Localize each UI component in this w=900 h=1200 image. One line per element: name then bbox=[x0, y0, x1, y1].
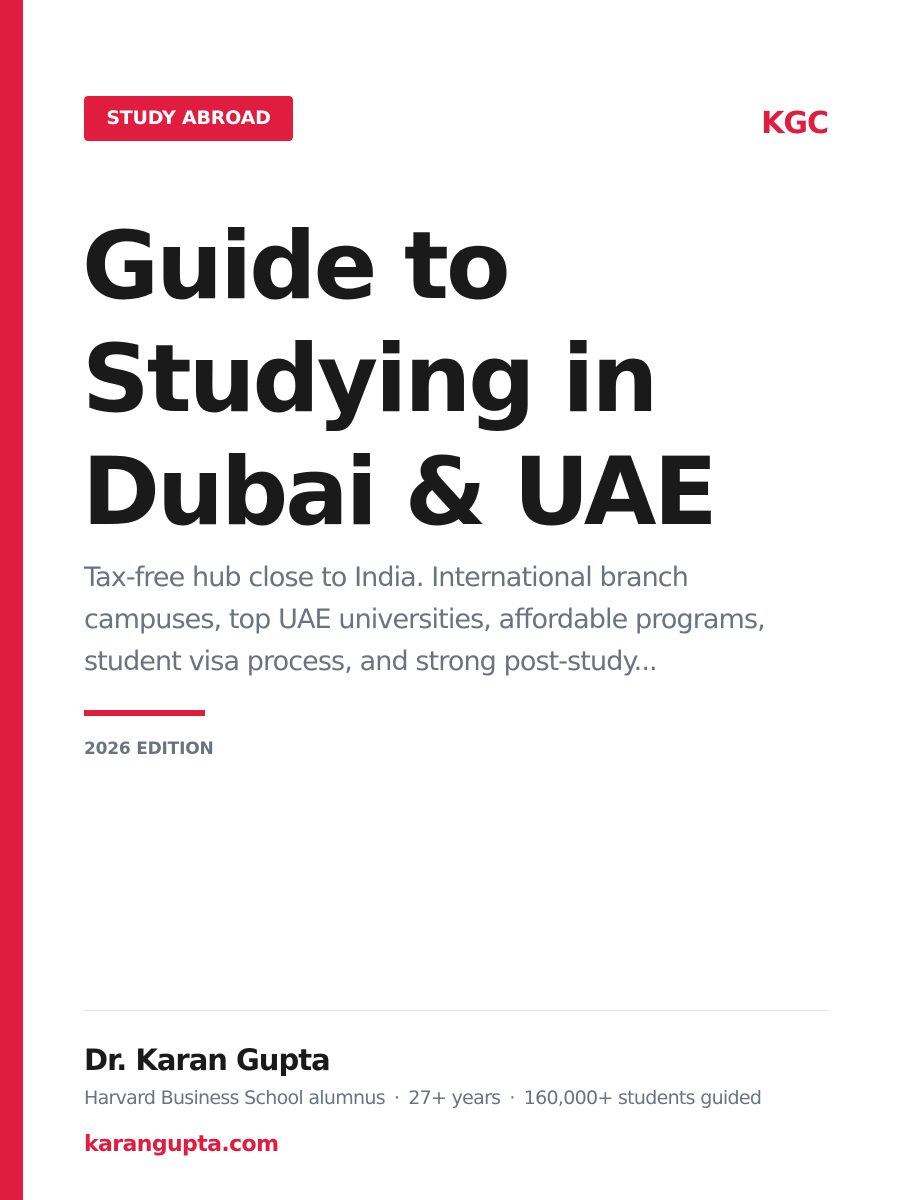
separator-dot: · bbox=[509, 1087, 515, 1109]
credential-item: 27+ years bbox=[408, 1087, 501, 1109]
title-line: Guide to bbox=[82, 212, 508, 321]
separator-dot: · bbox=[393, 1087, 400, 1109]
title-line: Studying in bbox=[82, 325, 656, 434]
author-credentials bbox=[84, 1084, 844, 1112]
subtitle-line: student visa process, and strong post-study... bbox=[84, 646, 657, 677]
subtitle bbox=[84, 557, 844, 683]
website-link[interactable]: karangupta.com bbox=[84, 1132, 279, 1157]
category-badge: STUDY ABROAD bbox=[84, 96, 293, 141]
subtitle-line: Tax-free hub close to India. International branch bbox=[84, 562, 688, 593]
title-line: Dubai & UAE bbox=[82, 438, 715, 547]
credential-item: Harvard Business School alumnus bbox=[84, 1087, 385, 1109]
author-name: Dr. Karan Gupta bbox=[84, 1043, 330, 1077]
edition-label: 2026 EDITION bbox=[84, 739, 214, 759]
side-accent-bar bbox=[0, 0, 23, 1200]
accent-rule bbox=[84, 710, 205, 716]
credential-item: 160,000+ students guided bbox=[523, 1087, 762, 1109]
brand-logo: KGC bbox=[761, 106, 828, 141]
footer-divider bbox=[84, 1010, 829, 1011]
page-title bbox=[82, 210, 862, 549]
subtitle-line: campuses, top UAE universities, affordable programs, bbox=[84, 604, 765, 635]
